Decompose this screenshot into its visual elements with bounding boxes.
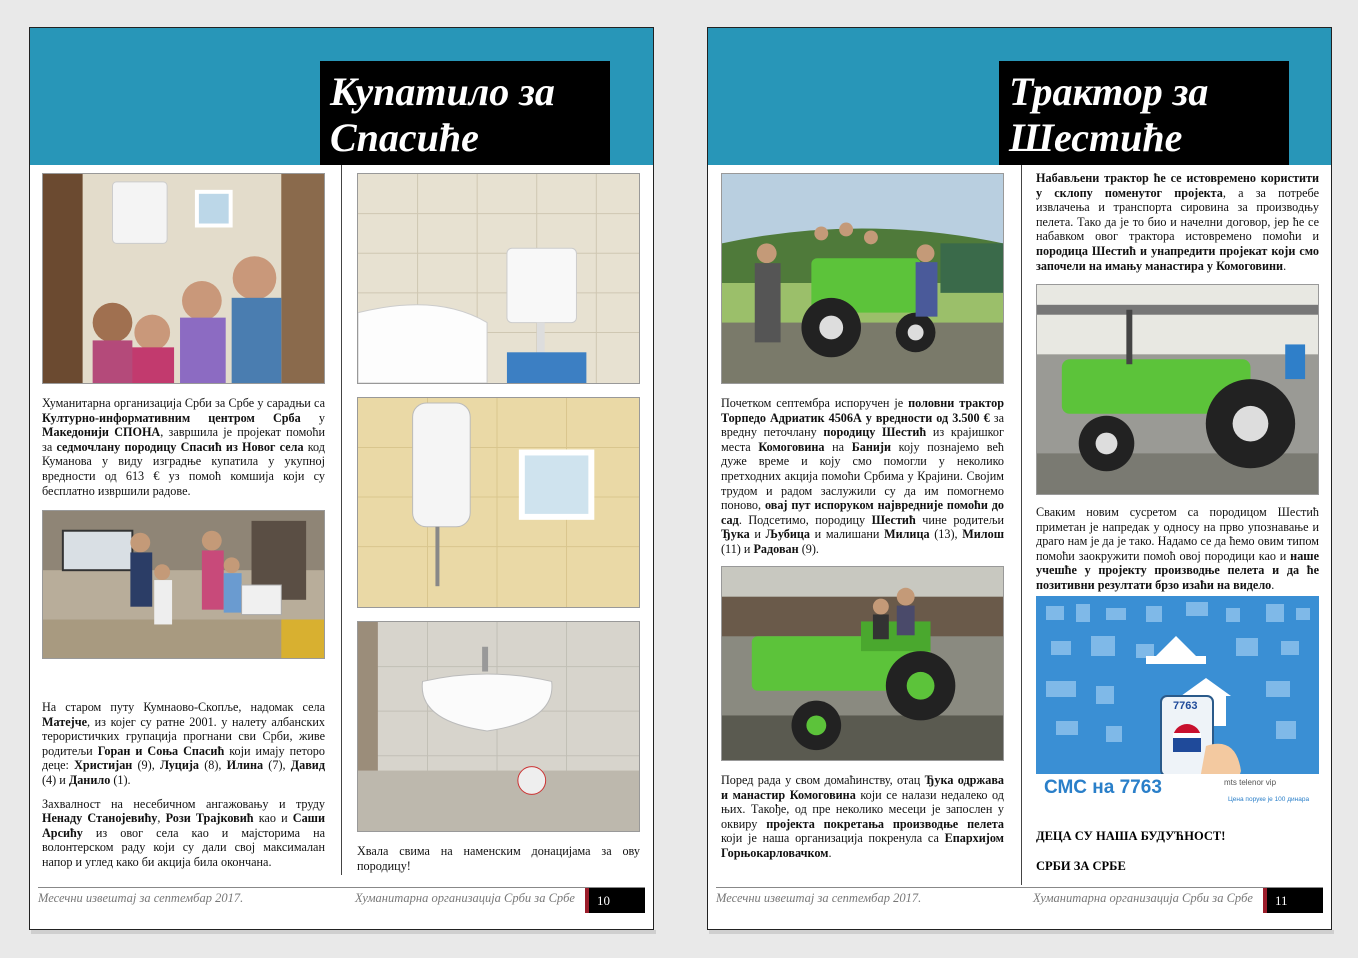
- bold-phrase: пројекта покретања производње пелета: [766, 816, 1004, 831]
- bold-phrase: половни трактор Торпедо Адриатик 4506А у вредности од 3.500 €: [721, 396, 1004, 425]
- photo-tractor: [1036, 284, 1319, 495]
- page-footer: [38, 887, 645, 914]
- footer-report-title: Месечни извештај за септембар 2017.: [716, 891, 922, 905]
- bold-phrase: Матејче: [42, 714, 88, 729]
- photo-children-on-tractor: [721, 566, 1004, 761]
- paragraph-family: На старом путу Кумнаово-Скопље, надомак села Матејче, из којег су ратне 2001. у налету албанских терористичких групација прогнани сви Срби, живе родитељи Горан и Соња Спасић који имају петоро деце: Христијан (9), Луција (8), Илина (7), Давид (4) и Данило (1).: [42, 700, 325, 787]
- page-number: 10: [585, 888, 645, 913]
- bold-phrase: Саши Арсићу: [42, 811, 325, 840]
- bold-phrase: Епархијом Горњокарловачком: [721, 831, 1004, 860]
- bold-phrase: Данило: [68, 772, 111, 787]
- text-block-progress: [1036, 505, 1319, 602]
- sms-operators: mts telenor vip: [1224, 778, 1277, 787]
- bold-phrase: Милош: [962, 527, 1004, 542]
- bold-phrase: Македонији СПОНА: [42, 425, 161, 440]
- footer-report-title: Месечни извештај за септембар 2017.: [38, 891, 244, 905]
- bold-phrase: Рози Трајковић: [165, 811, 254, 826]
- right-page: [707, 27, 1332, 930]
- photo-family-tractor: [721, 173, 1004, 384]
- footer-organization: Хуманитарна организација Срби за Србе: [354, 891, 575, 905]
- text-block-thanks: [357, 844, 640, 882]
- title-line-2: Спасиће: [330, 115, 479, 160]
- photo-toilet-tank: [357, 173, 640, 384]
- bold-phrase: Банији: [851, 439, 891, 454]
- text-block-family: [42, 700, 325, 879]
- bold-phrase: Ђука одржава и манастир Комоговина: [721, 773, 1004, 802]
- bold-phrase: Радован: [753, 541, 799, 556]
- column-divider: [1021, 165, 1022, 885]
- page-number: 11: [1263, 888, 1323, 913]
- text-block-project: [1036, 171, 1319, 282]
- article-title: [320, 61, 610, 165]
- bold-phrase: наше учешће у пројекту производње пелета и да ће позитивни резултати брзо изаћи на видело: [1036, 548, 1319, 592]
- bold-phrase: овај пут испоруком највредније помоћи до сад: [721, 498, 1005, 527]
- bold-phrase: породица Шестић и унапредити пројекат који смо започели на имању манастира у Комоговини: [1036, 243, 1319, 273]
- bold-phrase: Љубица: [765, 527, 810, 542]
- bold-phrase: седмочлану породицу Спасић из Новог села: [56, 439, 304, 454]
- paragraph-father: Поред рада у свом домаћинству, отац Ђука одржава и манастир Комоговина који се налази недалеко од њих. Такође, од пре неколико месеци је запослен у оквиру пројекта покретања производње пелета који је наша организација покренула са Епархијом Горњокарловачком.: [721, 773, 1004, 860]
- bold-phrase: Комоговина: [758, 439, 825, 454]
- paragraph-progress: Сваким новим сусретом са породицом Шестић приметан је напредак у односу на прво упознавање и драго нам је да је тако. Надамо се да ћемо овим типом помоћи заокружити помоћ овој породици као и наше учешће у пројекту производње пелета и да ће позитивни резултати брзо изаћи на видело.: [1036, 505, 1319, 592]
- bold-phrase: Ненаду Станојевићу: [42, 811, 158, 826]
- paragraph-gratitude: Захвалност на несебичном ангажовању и труду Ненаду Станојевићу, Рози Трајковић као и Саши Арсићу из овог села као и мајсторима на волонтерском раду који су дали свој максималан напор и углед како би акција била окончана.: [42, 796, 325, 869]
- bold-phrase: Горан и Соња Спасић: [97, 743, 225, 758]
- sms-price: Цена поруке је 100 динара: [1228, 796, 1310, 803]
- text-block-father: [721, 773, 1004, 870]
- photo-children-bathroom: [42, 173, 325, 384]
- bold-phrase: Илина: [226, 758, 264, 773]
- page-footer: [716, 887, 1323, 914]
- bold-phrase: Набављени трактор ће се истовремено користити у склопу поменутог пројекта: [1036, 171, 1319, 200]
- left-page: [29, 27, 654, 930]
- photo-sink: [357, 621, 640, 832]
- title-line-1: Трактор за: [1009, 69, 1209, 114]
- footer-organization: Хуманитарна организација Срби за Србе: [1032, 891, 1253, 905]
- sms-label: СМС на 7763: [1044, 777, 1162, 798]
- photo-family-outside: [42, 510, 325, 659]
- text-block-intro: [42, 396, 325, 507]
- bold-phrase: Шестић: [871, 512, 916, 527]
- sms-donation-banner: [1036, 596, 1319, 809]
- column-divider: [341, 165, 342, 875]
- text-block-delivery: [721, 396, 1004, 566]
- title-line-2: Шестиће: [1009, 115, 1183, 160]
- bold-phrase: Ђука: [721, 527, 750, 542]
- page-shadow-right: [709, 930, 1334, 934]
- paragraph-project: Набављени трактор ће се истовремено користити у склопу поменутог пројекта, а за потребе извлачења и транспорта сировина за производњу пелета. Тако да је то био и начелни договор, јер ће се набавком овог трактора истовремено помоћи и породица Шестић и унапредити пројекат који смо започели на имању манастира у Комоговини.: [1036, 171, 1319, 273]
- signature: СРБИ ЗА СРБЕ: [1036, 859, 1126, 873]
- bold-phrase: породицу Шестић: [823, 425, 927, 440]
- paragraph-delivery: Почетком септембра испоручен је половни трактор Торпедо Адриатик 4506А у вредности од 3.500 € за вредну петочлану породицу Шестић из крајишког места Комоговина на Банији коју познајемо већ дуже време и коју смо помогли у неколико претходних акција помоћи Србима у Крајини. Својим трудом и радом заслужили су да им помогнемо поново, овај пут испоруком највредније помоћи до сад. Подсетимо, породицу Шестић чине родитељи Ђука и Љубица и малишани Милица (13), Милош (11) и Радован (9).: [721, 396, 1005, 556]
- bold-phrase: Културно-информативним центром Срба: [42, 410, 301, 425]
- photo-water-heater: [357, 397, 640, 608]
- paragraph-intro: Хуманитарна организација Срби за Србе у сарадњи са Културно-информативним центром Срба у Македонији СПОНА, завршила је пројекат помоћи за седмочлану породицу Спасић из Новог села код Куманова у виду изградње купатила у укупној вредности од 613 € уз помоћ комшија који су бесплатно извршили радове.: [42, 396, 325, 498]
- article-title: [999, 61, 1289, 165]
- bold-phrase: Давид: [290, 758, 325, 773]
- page-shadow-left: [31, 930, 656, 934]
- bold-phrase: Луција: [159, 758, 200, 773]
- title-line-1: Купатило за: [330, 69, 555, 114]
- bold-phrase: Милица: [884, 527, 930, 542]
- sms-code: 7763: [1173, 700, 1198, 712]
- slogan: ДЕЦА СУ НАША БУДУЋНОСТ!: [1036, 829, 1226, 843]
- paragraph-thanks: Хвала свима на наменским донацијама за ову породицу!: [357, 844, 640, 873]
- bold-phrase: Христијан: [74, 758, 133, 773]
